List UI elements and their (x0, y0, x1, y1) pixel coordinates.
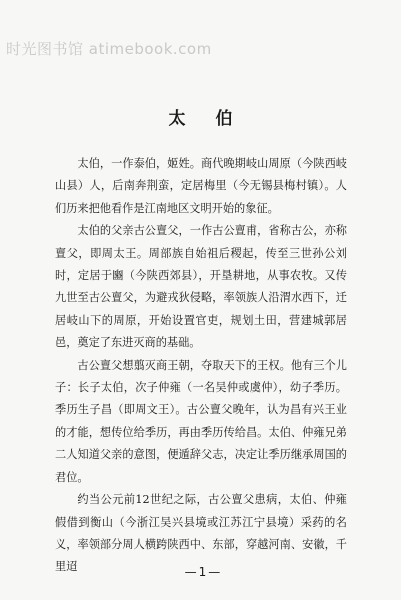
paragraph: 太伯的父亲古公亶父，一作古公亶甫，省称古公，亦称亶父，即周太王。周部族自始祖后稷起，传至三世孙公刘时，定居于豳（今陕西郊县），开垦耕地，从事农牧。又传九世至古公亶父，为避戎狄侵略，率领族人沿渭水西下，迁居岐山下的周原，开始设置官吏，规划土田，营建城郭居邑，奠定了东进灭商的基础。 (55, 224, 347, 350)
body-text (55, 153, 347, 579)
paragraph: 太伯，一作泰伯，姬姓。商代晚期岐山周原（今陕西岐山县）人，后南奔荆蛮，定居梅里（今无锡县梅村镇）。人们历来把他看作是江南地区文明开始的象征。 (55, 157, 347, 215)
paragraph: 约当公元前12世纪之际，古公亶父患病，太伯、仲雍假借到衡山（今浙江吴兴县境或江苏江宁县境）采药的名义，率领部分周人横跨陕西中、东部，穿越河南、安徽，千里迢 (55, 493, 347, 574)
paragraph: 古公亶父想翦灭商王朝，夺取天下的王权。他有三个儿子：长子太伯，次子仲雍（一名吴仲或虞仲），幼子季历。季历生子昌（即周文王）。古公亶父晚年，认为昌有兴王业的才能，想传位给季历，再由季历传给昌。太伯、仲雍兄弟二人知道父亲的意图，便遁辞父志，决定让季历继承周国的君位。 (55, 358, 347, 484)
section-title: 太 伯 (168, 109, 245, 129)
page-number: —1— (184, 565, 223, 579)
watermark: 时光图书馆 atimebook.com (6, 40, 212, 58)
